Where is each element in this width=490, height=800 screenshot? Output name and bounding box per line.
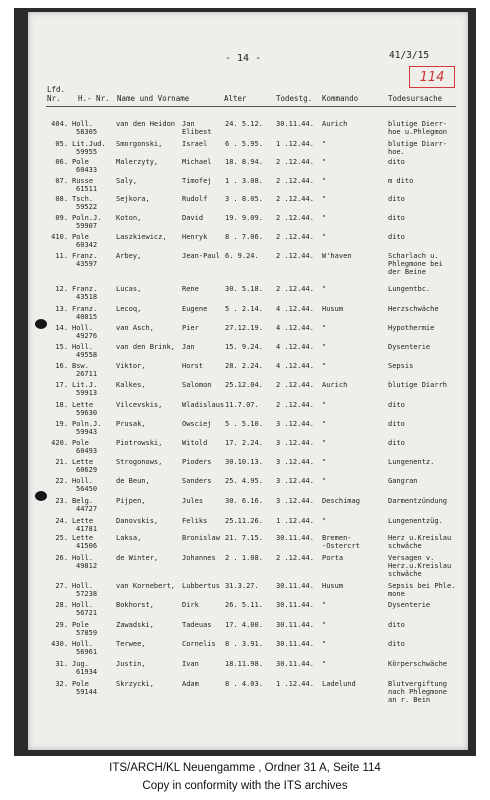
header-todesursache: Todesursache [388,94,443,103]
header-divider [46,106,456,107]
row-death-date: 3 .12.44. [276,439,314,447]
row-surname: Strogonows, [116,458,163,466]
row-cause-of-death: dito [388,439,405,447]
row-prisoner-number: 41506 [76,542,98,550]
row-first-name: Horst [182,362,204,370]
row-lfd-nr: 430. [51,640,68,648]
row-nationality: Pole [72,233,89,241]
row-kommando: " [322,477,327,485]
row-nationality: Lette [72,401,94,409]
row-prisoner-number: 43597 [76,260,98,268]
row-birth-date: 25.11.26. [225,517,263,525]
row-surname: Lucas, [116,285,142,293]
header-todestag: Todestg. [276,94,313,103]
row-cause-of-death: dito [388,158,405,166]
row-nationality: Lette [72,517,94,525]
row-birth-date: 26. 5.11. [225,601,263,609]
row-death-date: 30.11.44. [276,534,314,542]
row-first-name: David [182,214,204,222]
row-first-name: Adam [182,680,199,688]
row-nationality: Lette [72,534,94,542]
row-death-date: 30.11.44. [276,640,314,648]
row-surname: Piotrowski, [116,439,163,447]
row-surname: de Beun, [116,477,150,485]
row-lfd-nr: 19. [55,420,68,428]
row-prisoner-number: 43518 [76,293,98,301]
row-prisoner-number: 61511 [76,185,98,193]
row-death-date: 3 .12.44. [276,497,314,505]
row-birth-date: 17. 4.00. [225,621,263,629]
header-name: Name und Vorname [117,94,190,103]
row-first-name: Israel [182,140,208,148]
row-kommando: Ladelund [322,680,356,688]
row-prisoner-number: 57859 [76,629,98,637]
row-birth-date: 21. 7.15. [225,534,263,542]
row-prisoner-number: 49812 [76,562,98,570]
row-death-date: 4 .12.44. [276,305,314,313]
row-prisoner-number: 60629 [76,466,98,474]
row-kommando: Aurich [322,381,348,389]
row-kommando: " [322,285,327,293]
row-lfd-nr: 14. [55,324,68,332]
row-first-name: Lubbertus [182,582,220,590]
row-birth-date: 8 . 4.03. [225,680,263,688]
row-death-date: 4 .12.44. [276,362,314,370]
row-prisoner-number: 56961 [76,648,98,656]
row-birth-date: 5 . 2.14. [225,305,263,313]
row-birth-date: 31.3.27. [225,582,259,590]
row-surname: Koton, [116,214,142,222]
row-lfd-nr: 18. [55,401,68,409]
row-kommando: " [322,158,327,166]
row-lfd-nr: 05. [55,140,68,148]
row-surname: Viktor, [116,362,146,370]
row-nationality: Pole [72,621,89,629]
row-prisoner-number: 56721 [76,609,98,617]
row-nationality: Pole [72,680,89,688]
row-kommando: Porta [322,554,344,562]
row-cause-of-death: Versagen v. Herz.u.Kreislau schwäche [388,554,452,578]
row-birth-date: 24. 5.12. [225,120,263,128]
row-death-date: 2 .12.44. [276,158,314,166]
row-prisoner-number: 59955 [76,148,98,156]
row-prisoner-number: 56450 [76,485,98,493]
row-lfd-nr: 17. [55,381,68,389]
row-birth-date: 19. 9.09. [225,214,263,222]
row-prisoner-number: 60493 [76,447,98,455]
row-death-date: 2 .12.44. [276,214,314,222]
row-surname: Kalkes, [116,381,146,389]
row-cause-of-death: Gangran [388,477,418,485]
row-cause-of-death: Körperschwäche [388,660,448,668]
page-number: - 14 - [225,53,262,64]
row-cause-of-death: blutige Diarrh [388,381,448,389]
row-surname: van den Brink, [116,343,176,351]
row-birth-date: 8 . 7.06. [225,233,263,241]
punch-hole [35,491,47,501]
row-lfd-nr: 24. [55,517,68,525]
row-death-date: 1 .12.44. [276,140,314,148]
row-cause-of-death: blutige Diarr- hoe. [388,140,448,156]
row-nationality: Franz. [72,305,98,313]
row-death-date: 2 .12.44. [276,177,314,185]
row-nationality: Franz. [72,252,98,260]
row-death-date: 3 .12.44. [276,420,314,428]
row-birth-date: 18. 8.94. [225,158,263,166]
row-birth-date: 30. 6.16. [225,497,263,505]
row-surname: Vilcevskis, [116,401,163,409]
row-kommando: " [322,420,327,428]
row-prisoner-number: 59522 [76,203,98,211]
row-death-date: 2 .12.44. [276,233,314,241]
row-surname: Laszkiewicz, [116,233,167,241]
row-prisoner-number: 59943 [76,428,98,436]
reference-number: 41/3/15 [389,50,430,61]
row-kommando: " [322,517,327,525]
row-first-name: Jan Elibest [182,120,212,136]
row-surname: de Winter, [116,554,159,562]
row-kommando: " [322,621,327,629]
row-nationality: Tsch. [72,195,94,203]
row-kommando: " [322,660,327,668]
row-cause-of-death: Lungenentz. [388,458,435,466]
row-kommando: Deschimag [322,497,360,505]
row-prisoner-number: 60342 [76,241,98,249]
row-kommando: " [322,195,327,203]
row-nationality: Holl. [72,477,94,485]
row-prisoner-number: 41781 [76,525,98,533]
row-death-date: 2 .12.44. [276,195,314,203]
row-kommando: " [322,343,327,351]
row-lfd-nr: 13. [55,305,68,313]
row-lfd-nr: 15. [55,343,68,351]
row-first-name: Johannes [182,554,216,562]
row-nationality: Holl. [72,343,94,351]
row-nationality: Bsw. [72,362,89,370]
row-death-date: 2 .12.44. [276,381,314,389]
row-lfd-nr: 12. [55,285,68,293]
row-kommando: " [322,401,327,409]
row-birth-date: 25. 4.95. [225,477,263,485]
row-first-name: Henryk [182,233,208,241]
row-lfd-nr: 16. [55,362,68,370]
row-surname: Laksa, [116,534,142,542]
row-prisoner-number: 44727 [76,505,98,513]
row-death-date: 1 .12.44. [276,680,314,688]
row-birth-date: 8 . 3.91. [225,640,263,648]
row-surname: van Asch, [116,324,154,332]
row-death-date: 30.11.44. [276,582,314,590]
row-kommando: " [322,601,327,609]
row-kommando: " [322,233,327,241]
row-nationality: Franz. [72,285,98,293]
row-cause-of-death: dito [388,420,405,428]
row-nationality: Lit.Jud. [72,140,106,148]
row-nationality: Holl. [72,324,94,332]
row-cause-of-death: Herz u.Kreislau schwäche [388,534,452,550]
row-surname: Smorgonski, [116,140,163,148]
row-first-name: Eugene [182,305,208,313]
row-kommando: Husum [322,582,344,590]
row-lfd-nr: 07. [55,177,68,185]
row-prisoner-number: 59907 [76,222,98,230]
row-prisoner-number: 58305 [76,128,98,136]
row-prisoner-number: 57238 [76,590,98,598]
row-cause-of-death: Sepsis [388,362,414,370]
row-kommando: " [322,439,327,447]
row-kommando: Bremen- -Ostercrt [322,534,360,550]
row-death-date: 4 .12.44. [276,343,314,351]
row-first-name: Ivan [182,660,199,668]
row-lfd-nr: 420. [51,439,68,447]
row-surname: Prusak, [116,420,146,428]
row-cause-of-death: Dysenterie [388,601,431,609]
row-lfd-nr: 09. [55,214,68,222]
row-kommando: W'haven [322,252,352,260]
row-birth-date: 30. 5.18. [225,285,263,293]
row-kommando: Husum [322,305,344,313]
row-first-name: Jules [182,497,204,505]
row-surname: Terwee, [116,640,146,648]
row-lfd-nr: 404. [51,120,68,128]
row-birth-date: 30.10.13. [225,458,263,466]
row-nationality: Holl. [72,554,94,562]
row-lfd-nr: 28. [55,601,68,609]
row-surname: Pijpen, [116,497,146,505]
row-prisoner-number: 60433 [76,166,98,174]
row-first-name: Rene [182,285,199,293]
row-lfd-nr: 22. [55,477,68,485]
row-death-date: 2 .12.44. [276,252,314,260]
row-lfd-nr: 31. [55,660,68,668]
row-first-name: Michael [182,158,212,166]
row-lfd-nr: 06. [55,158,68,166]
row-nationality: Lit.J. [72,381,98,389]
row-first-name: Salomon [182,381,212,389]
row-lfd-nr: 21. [55,458,68,466]
row-cause-of-death: Hypothermie [388,324,435,332]
row-lfd-nr: 26. [55,554,68,562]
row-nationality: Russe [72,177,94,185]
row-nationality: Poln.J. [72,214,102,222]
row-birth-date: 18.11.98. [225,660,263,668]
row-death-date: 3 .12.44. [276,458,314,466]
row-nationality: Holl. [72,640,94,648]
archive-caption: ITS/ARCH/KL Neuengamme , Ordner 31 A, Seite 114 [109,762,381,774]
conformity-caption: Copy in conformity with the ITS archives [142,780,348,792]
row-first-name: Witold [182,439,208,447]
row-first-name: Feliks [182,517,208,525]
row-death-date: 30.11.44. [276,660,314,668]
row-lfd-nr: 23. [55,497,68,505]
row-nationality: Jug. [72,660,89,668]
row-cause-of-death: Dysenterie [388,343,431,351]
row-death-date: 30.11.44. [276,120,314,128]
row-lfd-nr: 25. [55,534,68,542]
row-nationality: Pole [72,158,89,166]
row-birth-date: 27.12.19. [225,324,263,332]
row-prisoner-number: 61934 [76,668,98,676]
row-surname: Arbey, [116,252,142,260]
row-cause-of-death: dito [388,621,405,629]
row-prisoner-number: 40815 [76,313,98,321]
row-kommando: Aurich [322,120,348,128]
row-birth-date: 11.7.07. [225,401,259,409]
header-kommando: Kommando [322,94,359,103]
row-cause-of-death: blutige Dierr- hoe u.Phlegmon [388,120,448,136]
row-birth-date: 28. 2.24. [225,362,263,370]
row-first-name: Pier [182,324,199,332]
row-birth-date: 3 . 8.05. [225,195,263,203]
row-kommando: " [322,362,327,370]
row-surname: Saly, [116,177,138,185]
row-cause-of-death: dito [388,195,405,203]
row-birth-date: 6 . 5.95. [225,140,263,148]
row-surname: Sejkora, [116,195,150,203]
row-first-name: Cornelis [182,640,216,648]
row-cause-of-death: Scharlach u. Phlegmone bei der Beine [388,252,443,276]
row-birth-date: 17. 2.24. [225,439,263,447]
punch-hole [35,319,47,329]
row-surname: Zawadski, [116,621,154,629]
row-lfd-nr: 08. [55,195,68,203]
row-kommando: " [322,214,327,222]
row-first-name: Wladislaus [182,401,225,409]
archive-stamp: 114 [409,66,455,88]
row-birth-date: 1 . 3.08. [225,177,263,185]
row-cause-of-death: Darmentzündung [388,497,448,505]
row-prisoner-number: 49558 [76,351,98,359]
row-cause-of-death: dito [388,640,405,648]
row-cause-of-death: dito [388,233,405,241]
row-surname: Bokhorst, [116,601,154,609]
row-lfd-nr: 11. [55,252,68,260]
row-surname: van Kornebert, [116,582,176,590]
row-nationality: Holl. [72,120,94,128]
row-cause-of-death: Herzschwäche [388,305,439,313]
row-surname: Lecoq, [116,305,142,313]
row-first-name: Sanders [182,477,212,485]
row-lfd-nr: 27. [55,582,68,590]
row-nationality: Pole [72,439,89,447]
row-kommando: " [322,140,327,148]
row-first-name: Jan [182,343,195,351]
row-first-name: Dirk [182,601,199,609]
row-birth-date: 25.12.04. [225,381,263,389]
row-first-name: Timofej [182,177,212,185]
row-lfd-nr: 32. [55,680,68,688]
row-nationality: Holl. [72,601,94,609]
row-surname: Malerzyty, [116,158,159,166]
header-alter: Alter [224,94,247,103]
row-first-name: Rudolf [182,195,208,203]
row-birth-date: 2 . 1.08. [225,554,263,562]
row-death-date: 30.11.44. [276,601,314,609]
row-cause-of-death: Sepsis bei Phle. mone [388,582,456,598]
row-first-name: Jean-Paul [182,252,220,260]
row-cause-of-death: Lungenentzüg. [388,517,443,525]
row-death-date: 30.11.44. [276,621,314,629]
row-kommando: " [322,177,327,185]
row-first-name: Bronislaw [182,534,220,542]
row-birth-date: 15. 9.24. [225,343,263,351]
row-nationality: Holl. [72,582,94,590]
row-kommando: " [322,640,327,648]
row-prisoner-number: 59630 [76,409,98,417]
row-death-date: 3 .12.44. [276,477,314,485]
row-cause-of-death: dito [388,214,405,222]
row-surname: van den Heidon [116,120,176,128]
row-prisoner-number: 59913 [76,389,98,397]
row-birth-date: 6. 9.24. [225,252,259,260]
header-lfd-nr: Lfd. Nr. [47,85,66,103]
row-death-date: 4 .12.44. [276,324,314,332]
row-birth-date: 5 . 5.10. [225,420,263,428]
row-cause-of-death: dito [388,401,405,409]
row-cause-of-death: Blutvergiftung nach Phlegmone an r. Bein [388,680,448,704]
row-lfd-nr: 410. [51,233,68,241]
row-nationality: Lette [72,458,94,466]
row-surname: Danovskis, [116,517,159,525]
row-nationality: Belg. [72,497,94,505]
row-nationality: Poln.J. [72,420,102,428]
row-surname: Justin, [116,660,146,668]
row-prisoner-number: 49276 [76,332,98,340]
row-surname: Skrzycki, [116,680,154,688]
row-kommando: " [322,458,327,466]
row-death-date: 1 .12.44. [276,517,314,525]
row-prisoner-number: 26711 [76,370,98,378]
row-first-name: Pioders [182,458,212,466]
row-death-date: 2 .12.44. [276,285,314,293]
row-kommando: " [322,324,327,332]
row-cause-of-death: m dito [388,177,414,185]
row-first-name: Tadeuas [182,621,212,629]
row-cause-of-death: Lungentbc. [388,285,431,293]
row-prisoner-number: 59144 [76,688,98,696]
row-first-name: Owsciej [182,420,212,428]
row-lfd-nr: 29. [55,621,68,629]
row-death-date: 2 .12.44. [276,401,314,409]
row-death-date: 2 .12.44. [276,554,314,562]
header-h-nr: H.- Nr. [78,94,110,103]
